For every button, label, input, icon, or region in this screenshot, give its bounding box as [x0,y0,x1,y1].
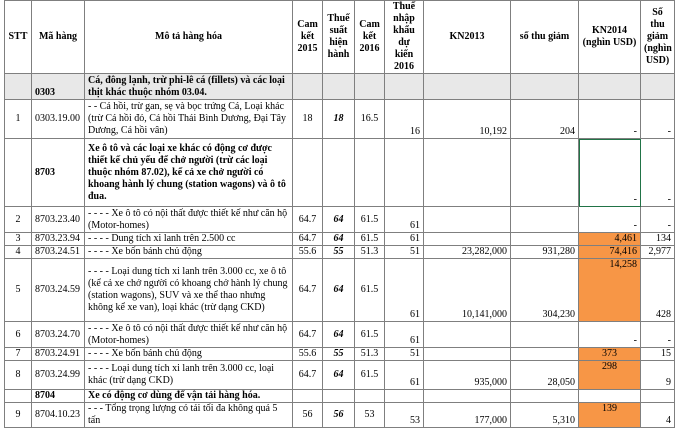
header-ma-hang[interactable]: Mã hàng [32,1,85,74]
cell-code[interactable]: 8703.23.94 [32,233,85,246]
cell-stt[interactable]: 3 [5,233,32,246]
cell-ck2016[interactable]: 61.5 [355,322,385,348]
cell-kn2013[interactable] [424,139,511,207]
cell-stt[interactable] [5,139,32,207]
cell-ck2015[interactable]: 64.7 [293,207,323,233]
table-row [5,246,675,259]
cell-ck2016[interactable]: 61.5 [355,361,385,390]
cell-kn2014[interactable]: - [579,100,641,139]
cell-so-thu-giam-usd[interactable]: 428 [641,259,675,322]
header-kn2013[interactable]: KN2013 [424,1,511,74]
table-row [5,322,675,348]
header-thue-suat[interactable]: Thuế suất hiện hành [323,1,355,74]
cell-desc[interactable]: - - - - Xe ô tô có nội thất được thiết kế như căn hộ (Motor-homes) [85,207,293,233]
cell-kn2013[interactable] [424,74,511,100]
cell-ts[interactable]: 55 [323,348,355,361]
cell-ck2015[interactable]: 64.7 [293,322,323,348]
header-cam-ket-2016[interactable]: Cam kết 2016 [355,1,385,74]
header-row [5,1,675,74]
cell-ts[interactable] [323,390,355,403]
cell-so-thu-giam[interactable]: 5,310 [511,403,579,428]
cell-kn2013[interactable] [424,322,511,348]
cell-stt[interactable]: 9 [5,403,32,428]
cell-ck2015[interactable]: 64.7 [293,233,323,246]
cell-ts[interactable]: 64 [323,322,355,348]
cell-stt[interactable]: 8 [5,361,32,390]
cell-nk[interactable]: 51 [385,348,424,361]
cell-ts[interactable]: 55 [323,246,355,259]
cell-ck2016[interactable]: 61.5 [355,233,385,246]
cell-ck2015[interactable] [293,139,323,207]
cell-ck2016[interactable]: 61.5 [355,259,385,322]
cell-code[interactable]: 8703.24.51 [32,246,85,259]
cell-ck2015[interactable]: 64.7 [293,259,323,322]
tariff-table [4,0,675,428]
cell-ck2016[interactable]: 16.5 [355,100,385,139]
header-stt[interactable]: STT [5,1,32,74]
cell-stt[interactable]: 5 [5,259,32,322]
cell-code[interactable]: 8703.24.70 [32,322,85,348]
cell-desc[interactable]: - - - - Xe bốn bánh chủ động [85,246,293,259]
cell-kn2013[interactable]: 10,141,000 [424,259,511,322]
cell-so-thu-giam-usd[interactable]: 134 [641,233,675,246]
cell-nk[interactable]: 16 [385,100,424,139]
cell-ck2016[interactable]: 51.3 [355,246,385,259]
cell-so-thu-giam[interactable]: 304,230 [511,259,579,322]
table-row [5,139,675,207]
table-row [5,403,675,428]
cell-ts[interactable]: 64 [323,207,355,233]
cell-ts[interactable]: 64 [323,361,355,390]
cell-so-thu-giam[interactable] [511,348,579,361]
cell-so-thu-giam-usd[interactable]: 4 [641,403,675,428]
header-so-thu-giam[interactable]: số thu giảm [511,1,579,74]
cell-nk[interactable]: 61 [385,207,424,233]
cell-code[interactable]: 8704 [32,390,85,403]
cell-code[interactable]: 8703.24.91 [32,348,85,361]
cell-ck2015[interactable] [293,74,323,100]
cell-code[interactable]: 8703 [32,139,85,207]
cell-desc[interactable]: - - - Tổng trọng lượng có tải tối đa không quá 5 tấn [85,403,293,428]
cell-ts[interactable]: 64 [323,233,355,246]
cell-nk[interactable]: 61 [385,259,424,322]
cell-desc[interactable]: Xe có động cơ dùng để vận tải hàng hóa. [85,390,293,403]
cell-desc[interactable]: - - - - Loại dung tích xi lanh trên 3.000 cc, loại khác (trừ dạng CKD) [85,361,293,390]
cell-kn2014[interactable]: - [579,322,641,348]
cell-kn2013[interactable]: 23,282,000 [424,246,511,259]
cell-stt[interactable] [5,74,32,100]
cell-nk[interactable]: 51 [385,246,424,259]
header-mo-ta[interactable]: Mô tả hàng hóa [85,1,293,74]
header-kn2014[interactable]: KN2014 (nghìn USD) [579,1,641,74]
cell-kn2014[interactable]: 14,258 [579,259,641,322]
cell-so-thu-giam-usd[interactable]: - [641,207,675,233]
cell-stt[interactable]: 4 [5,246,32,259]
cell-ck2015[interactable]: 56 [293,403,323,428]
cell-ck2015[interactable]: 55.6 [293,348,323,361]
cell-ck2015[interactable]: 55.6 [293,246,323,259]
table-row [5,259,675,322]
cell-nk[interactable]: 61 [385,233,424,246]
cell-ts[interactable]: 18 [323,100,355,139]
cell-kn2014-selected[interactable]: - [579,139,641,207]
cell-kn2013[interactable] [424,207,511,233]
cell-code[interactable]: 8703.24.59 [32,259,85,322]
cell-kn2014[interactable]: - [579,207,641,233]
cell-desc[interactable]: - - - - Loại dung tích xi lanh trên 3.000 cc, xe ô tô (kể cả xe chở người có khoang chở hành lý chung (station wagons), SUV và xe thể thao nhưng không kể xe van), loại khác (trừ dạng CKD) [85,259,293,322]
table-row [5,233,675,246]
cell-kn2014[interactable]: 298 [579,361,641,390]
cell-ck2016[interactable] [355,74,385,100]
cell-so-thu-giam-usd[interactable]: - [641,139,675,207]
cell-so-thu-giam-usd[interactable] [641,74,675,100]
cell-so-thu-giam[interactable] [511,139,579,207]
cell-so-thu-giam[interactable] [511,74,579,100]
cell-ts[interactable] [323,139,355,207]
cell-code[interactable]: 8703.24.99 [32,361,85,390]
cell-desc[interactable]: Cá, đông lạnh, trừ phi-lê cá (fillets) và các loại thịt khác thuộc nhóm 03.04. [85,74,293,100]
cell-kn2014[interactable]: 373 [579,348,641,361]
cell-so-thu-giam[interactable] [511,322,579,348]
cell-stt[interactable]: 2 [5,207,32,233]
cell-desc[interactable]: - - - - Xe bốn bánh chủ động [85,348,293,361]
cell-stt[interactable]: 6 [5,322,32,348]
table-row [5,361,675,390]
cell-nk[interactable]: 61 [385,322,424,348]
table-row [5,74,675,100]
cell-ck2016[interactable] [355,139,385,207]
cell-code[interactable]: 8704.10.23 [32,403,85,428]
table-row [5,100,675,139]
cell-stt[interactable]: 1 [5,100,32,139]
cell-ck2016[interactable] [355,390,385,403]
cell-kn2013[interactable]: 10,192 [424,100,511,139]
cell-desc[interactable]: Xe ô tô và các loại xe khác có động cơ được thiết kế chủ yếu để chở người (trừ các loại thuộc nhóm 87.02), kể cả xe chở người có khoang hành lý chung (station wagons) và ô tô đua. [85,139,293,207]
cell-kn2013[interactable]: 935,000 [424,361,511,390]
cell-so-thu-giam-usd[interactable]: 2,977 [641,246,675,259]
cell-kn2014[interactable]: 139 [579,403,641,428]
cell-nk[interactable]: 61 [385,361,424,390]
cell-ck2016[interactable]: 61.5 [355,207,385,233]
cell-so-thu-giam-usd[interactable]: 9 [641,361,675,390]
table-row [5,207,675,233]
cell-nk[interactable] [385,139,424,207]
header-thue-nk[interactable]: Thuế nhập khẩu dự kiến 2016 [385,1,424,74]
cell-ts[interactable]: 56 [323,403,355,428]
cell-so-thu-giam-usd[interactable]: 15 [641,348,675,361]
header-cam-ket-2015[interactable]: Cam kết 2015 [293,1,323,74]
cell-so-thu-giam[interactable]: 931,280 [511,246,579,259]
cell-ts[interactable] [323,74,355,100]
cell-ck2016[interactable]: 51.3 [355,348,385,361]
cell-so-thu-giam[interactable] [511,207,579,233]
cell-so-thu-giam[interactable] [511,390,579,403]
cell-so-thu-giam-usd[interactable]: - [641,322,675,348]
cell-code[interactable]: 8703.23.40 [32,207,85,233]
cell-so-thu-giam-usd[interactable]: - [641,100,675,139]
cell-ck2015[interactable]: 64.7 [293,361,323,390]
cell-ck2016[interactable]: 53 [355,403,385,428]
cell-kn2013[interactable] [424,390,511,403]
cell-desc[interactable]: - - Cá hồi, trừ gan, sẹ và bọc trứng Cá, Loại khác (trừ Cá hồi đỏ, Cá hồi Thái Bình Dương, Đại Tây Dương, Cá hồi vân) [85,100,293,139]
cell-so-thu-giam[interactable] [511,233,579,246]
table-row [5,390,675,403]
cell-ts[interactable]: 64 [323,259,355,322]
table-row [5,348,675,361]
cell-kn2014[interactable] [579,390,641,403]
cell-kn2013[interactable] [424,348,511,361]
cell-kn2014[interactable]: 4,461 [579,233,641,246]
cell-code[interactable]: 0303 [32,74,85,100]
cell-kn2013[interactable] [424,233,511,246]
cell-kn2013[interactable]: 177,000 [424,403,511,428]
cell-nk[interactable] [385,390,424,403]
cell-stt[interactable] [5,390,32,403]
cell-ck2015[interactable] [293,390,323,403]
cell-ck2015[interactable]: 18 [293,100,323,139]
cell-so-thu-giam-usd[interactable] [641,390,675,403]
cell-stt[interactable]: 7 [5,348,32,361]
cell-code[interactable]: 0303.19.00 [32,100,85,139]
cell-so-thu-giam[interactable]: 204 [511,100,579,139]
cell-desc[interactable]: - - - - Dung tích xi lanh trên 2.500 cc [85,233,293,246]
cell-desc[interactable]: - - - - Xe ô tô có nội thất được thiết kế như căn hộ (Motor-homes) [85,322,293,348]
cell-kn2014[interactable] [579,74,641,100]
cell-so-thu-giam[interactable]: 28,050 [511,361,579,390]
cell-kn2014[interactable]: 74,416 [579,246,641,259]
header-so-thu-giam-usd[interactable]: Số thu giảm (nghìn USD) [641,1,675,74]
cell-nk[interactable]: 53 [385,403,424,428]
cell-nk[interactable] [385,74,424,100]
